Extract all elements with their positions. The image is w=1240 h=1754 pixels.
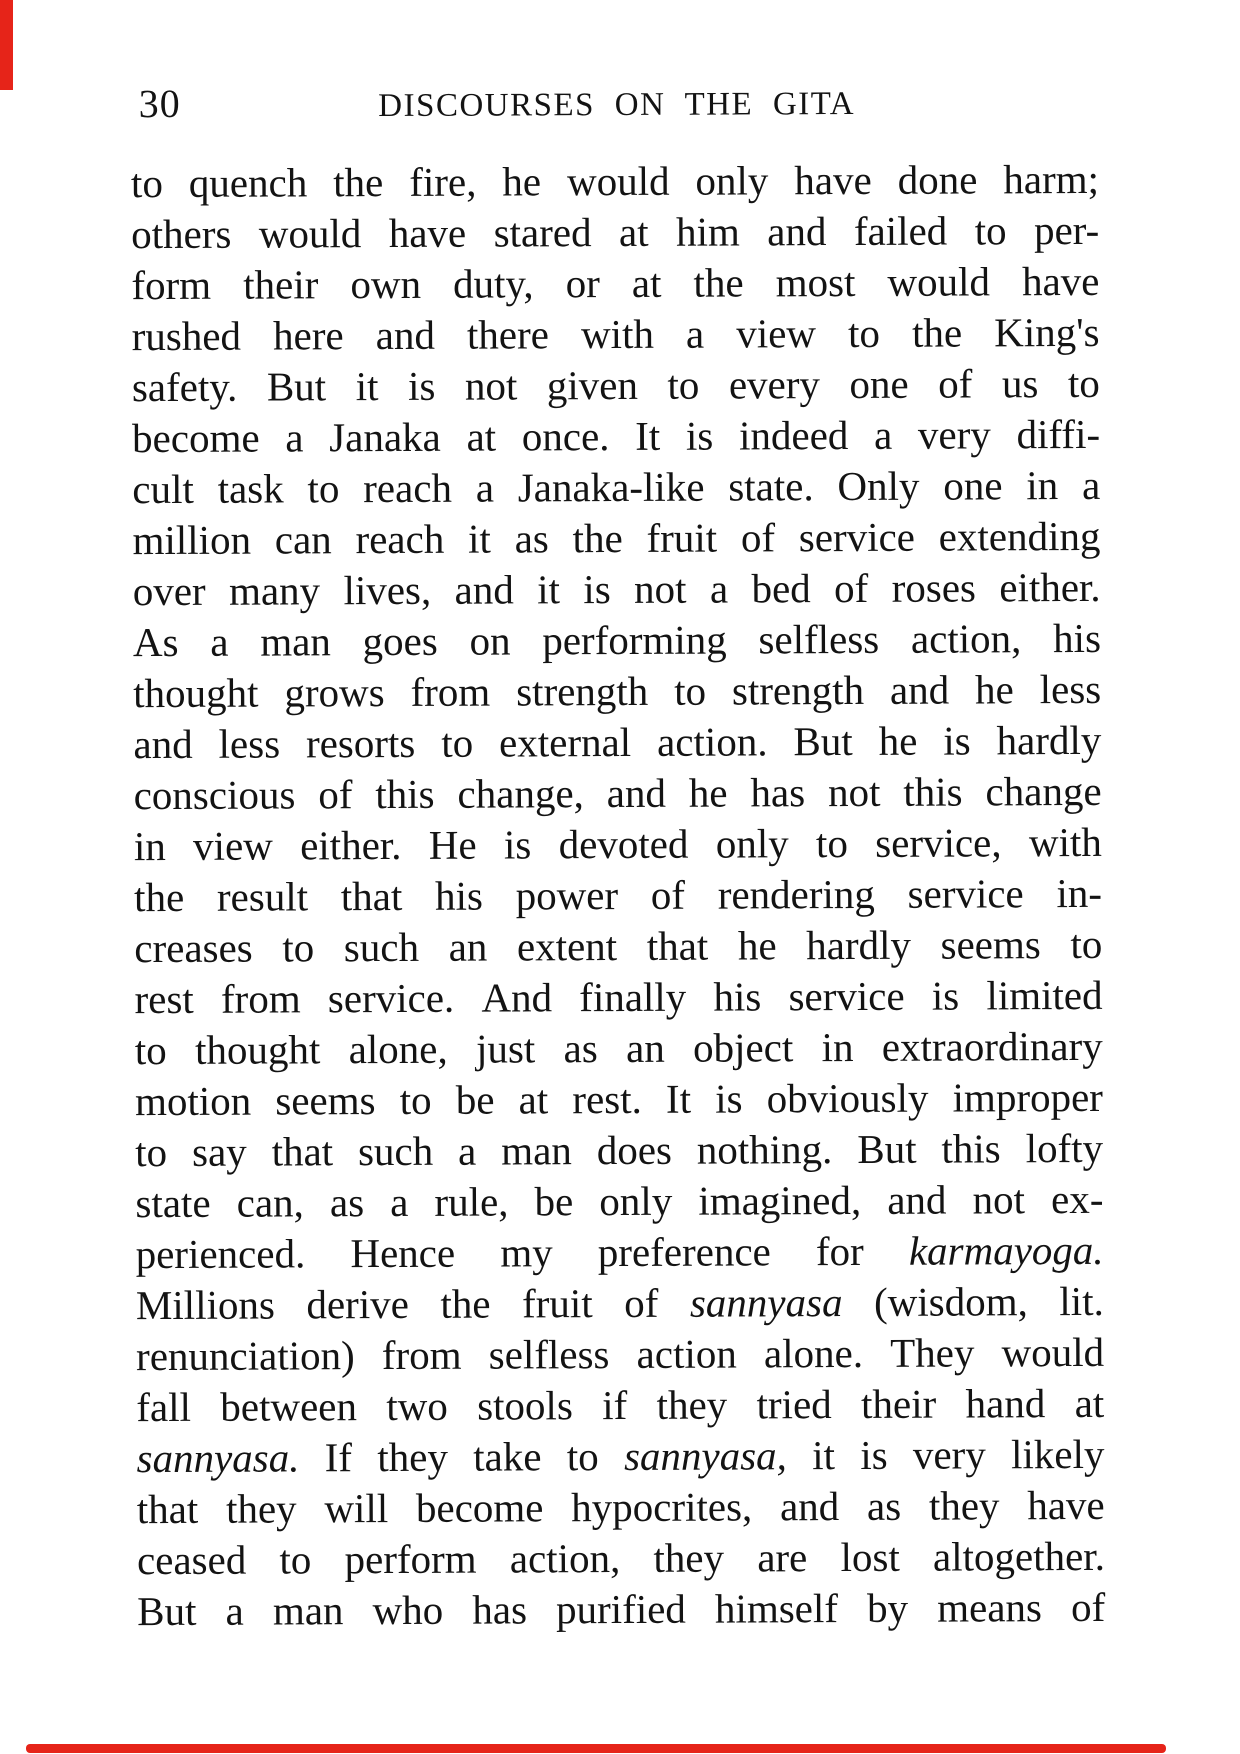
text-line: safety. But it is not given to every one of us to bbox=[131, 359, 1100, 411]
text-line: perienced. Hence my preference for karmayoga. bbox=[135, 1226, 1104, 1278]
scan-artifact-bottom-icon bbox=[26, 1744, 1166, 1753]
body-text bbox=[131, 154, 1105, 1637]
text-line: that they will become hypocrites, and as they have bbox=[136, 1481, 1105, 1533]
text-line: fall between two stools if they tried their hand at bbox=[136, 1379, 1105, 1431]
page-number: 30 bbox=[138, 80, 181, 127]
text-line: over many lives, and it is not a bed of roses either. bbox=[132, 563, 1101, 615]
text-line: others would have stared at him and failed to per- bbox=[131, 206, 1100, 258]
text-line: thought grows from strength to strength and he less bbox=[133, 665, 1102, 717]
text-line: creases to such an extent that he hardly seems to bbox=[134, 920, 1103, 972]
text-line: state can, as a rule, be only imagined, and not ex- bbox=[135, 1175, 1104, 1227]
text-line: renunciation) from selfless action alone. They would bbox=[136, 1328, 1105, 1380]
text-line: form their own duty, or at the most would have bbox=[131, 257, 1100, 309]
text-line: As a man goes on performing selfless action, his bbox=[132, 614, 1102, 666]
text-line: to say that such a man does nothing. But this lofty bbox=[135, 1124, 1104, 1176]
text-line: the result that his power of rendering service in- bbox=[134, 869, 1103, 921]
text-line: rest from service. And finally his service is limited bbox=[134, 971, 1103, 1023]
text-line: in view either. He is devoted only to service, with bbox=[133, 818, 1102, 870]
text-line: sannyasa. If they take to sannyasa, it is very likely bbox=[136, 1430, 1105, 1482]
text-line: But a man who has purified himself by means of bbox=[137, 1583, 1106, 1635]
text-line: rushed here and there with a view to the King's bbox=[131, 308, 1100, 360]
text-line: ceased to perform action, they are lost altogether. bbox=[136, 1532, 1106, 1584]
text-line: become a Janaka at once. It is indeed a very diffi- bbox=[132, 410, 1101, 462]
page-header-title: DISCOURSES ON THE GITA bbox=[378, 85, 856, 125]
text-line: motion seems to be at rest. It is obviously improper bbox=[134, 1073, 1104, 1125]
text-line: cult task to reach a Janaka-like state. Only one in a bbox=[132, 461, 1101, 513]
text-line: to thought alone, just as an object in extraordinary bbox=[134, 1022, 1103, 1074]
text-line: to quench the fire, he would only have done harm; bbox=[130, 155, 1100, 207]
text-line: million can reach it as the fruit of service extending bbox=[132, 512, 1101, 564]
text-line: conscious of this change, and he has not this change bbox=[133, 767, 1102, 819]
text-line: and less resorts to external action. But he is hardly bbox=[133, 716, 1102, 768]
scan-artifact-left-icon bbox=[0, 0, 13, 90]
text-line: Millions derive the fruit of sannyasa (wisdom, lit. bbox=[135, 1277, 1104, 1329]
